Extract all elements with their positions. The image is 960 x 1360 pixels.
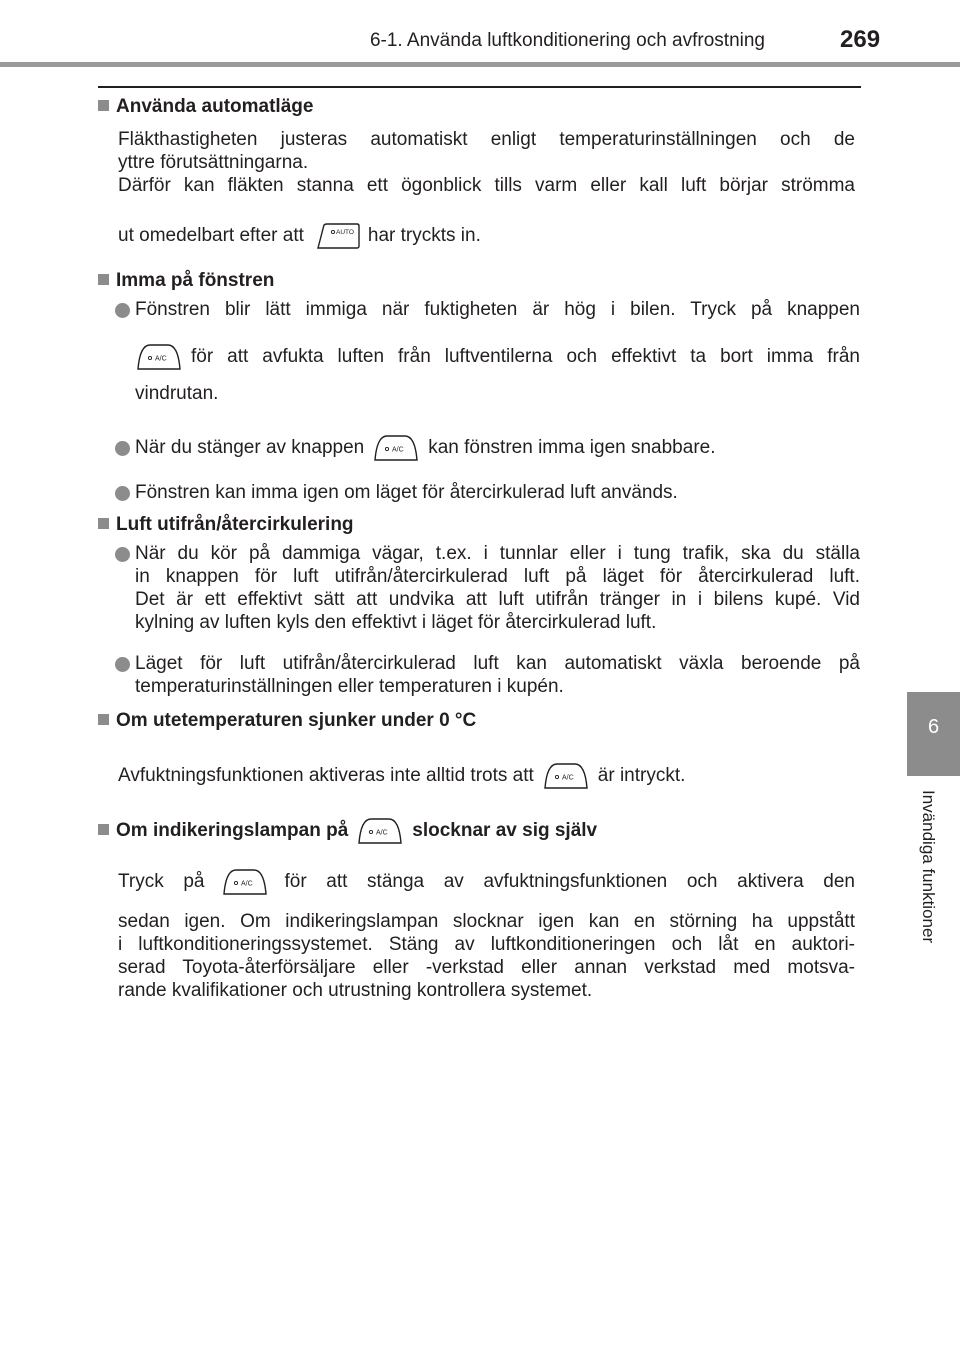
indicator-line: i luftkonditioneringssystemet. Stäng av luftkonditioneringen och låt en auktori- <box>118 934 855 955</box>
fog-bullet-1-line2: A/C för att avfukta luften från luftventilerna och effektivt ta bort imma från <box>135 341 860 373</box>
indicator-line-1: Tryck på A/C för att stänga av avfuktningsfunktionen och aktivera den <box>118 866 855 898</box>
outside-air-line: temperaturinställningen eller temperaturen i kupén. <box>135 676 564 697</box>
fog-bullet-3: Fönstren kan imma igen om läget för återcirkulerad luft används. <box>135 482 678 503</box>
heading-indicator: Om indikeringslampan på A/C slocknar av sig själv <box>98 815 597 847</box>
heading-below-zero: Om utetemperaturen sjunker under 0 °C <box>98 710 476 732</box>
auto-mode-line: yttre förutsättningarna. <box>118 152 309 173</box>
header-section-title: 6-1. Använda luftkonditionering och avfrostning <box>369 30 765 51</box>
indicator-line: sedan igen. Om indikeringslampan slocknar igen kan en störning ha uppstått <box>118 911 855 932</box>
outside-air-line: Läget för luft utifrån/återcirkulerad luft kan automatiskt växla beroende på <box>135 653 860 674</box>
auto-mode-line: Därför kan fläkten stanna ett ögonblick tills varm eller kall luft börjar strömma <box>118 175 855 196</box>
ac-button-icon <box>221 868 269 896</box>
ac-button-icon <box>135 343 183 371</box>
auto-button-label: AUTO <box>335 228 354 236</box>
chapter-tab <box>907 692 960 776</box>
square-marker-icon <box>98 274 109 285</box>
outside-air-line: in knappen för luft utifrån/återcirkulerad luft på läget för återcirkulerad luft. <box>135 566 860 587</box>
ac-button-icon <box>356 817 404 845</box>
outside-air-line: Det är ett effektivt sätt att undvika att luft utifrån tränger in i bilens kupé. Vid <box>135 589 860 610</box>
square-marker-icon <box>98 824 109 835</box>
content-rule <box>98 86 861 88</box>
ac-button-label: A/C <box>561 774 574 782</box>
outside-air-bullet-1 <box>135 542 860 634</box>
below-zero-text: Avfuktningsfunktionen aktiveras inte alltid trots att A/C är intryckt. <box>118 760 855 792</box>
indicator-line: rande kvalifikationer och utrustning kontrollera systemet. <box>118 980 593 1001</box>
bullet-icon <box>115 303 130 318</box>
heading-auto-mode: Använda automatläge <box>98 96 313 118</box>
bullet-icon <box>115 486 130 501</box>
fog-bullet-2: När du stänger av knappen A/C kan fönstren imma igen snabbare. <box>135 432 860 464</box>
auto-mode-text <box>118 128 855 197</box>
fog-bullet-1-line1: Fönstren blir lätt immiga när fuktigheten är hög i bilen. Tryck på knappen <box>135 299 860 320</box>
ac-button-icon <box>372 434 420 462</box>
outside-air-bullet-2 <box>135 652 860 698</box>
indicator-paragraph <box>118 910 855 1002</box>
ac-button-label: A/C <box>376 829 388 837</box>
outside-air-line: kylning av luften kyls den effektivt i läget för återcirkulerad luft. <box>135 612 657 633</box>
square-marker-icon <box>98 100 109 111</box>
heading-outside-air: Luft utifrån/återcirkulering <box>98 514 354 536</box>
bullet-icon <box>115 441 130 456</box>
page-number: 269 <box>840 26 881 53</box>
fog-bullet-1-line3: vindrutan. <box>135 383 219 404</box>
square-marker-icon <box>98 518 109 529</box>
outside-air-line: När du kör på dammiga vägar, t.ex. i tunnlar eller i tung trafik, ska du ställa <box>135 543 860 564</box>
bullet-icon <box>115 657 130 672</box>
auto-button-icon <box>312 222 360 250</box>
chapter-number: 6 <box>927 716 940 738</box>
auto-mode-line: Fläkthastigheten justeras automatiskt enligt temperaturinställningen och de <box>118 129 855 150</box>
ac-button-label: A/C <box>155 355 167 363</box>
heading-fog: Imma på fönstren <box>98 270 274 292</box>
square-marker-icon <box>98 714 109 725</box>
ac-button-icon <box>542 762 590 790</box>
bullet-icon <box>115 547 130 562</box>
ac-button-label: A/C <box>240 880 253 888</box>
header-rule <box>0 62 960 67</box>
ac-button-label: A/C <box>392 446 404 454</box>
auto-mode-button-line: ut omedelbart efter att AUTO har tryckts in. <box>118 220 855 252</box>
chapter-label: Invändiga funktioner <box>919 790 938 944</box>
indicator-line: serad Toyota-återförsäljare eller -verkstad eller annan verkstad med motsva- <box>118 957 855 978</box>
